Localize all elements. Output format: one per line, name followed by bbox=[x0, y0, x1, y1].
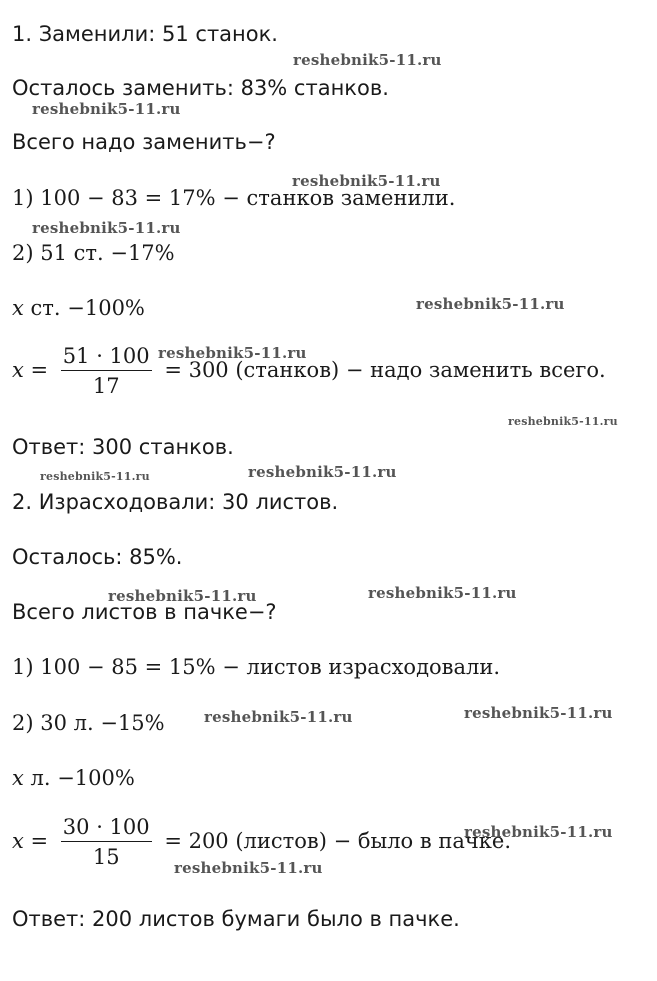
variable-x: x bbox=[12, 358, 24, 382]
problem2-step1: 1) 100 − 85 = 15% − листов израсходовали. bbox=[12, 655, 500, 679]
variable-x: x bbox=[12, 829, 24, 853]
watermark: reshebnik5-11.ru bbox=[248, 463, 397, 481]
watermark: reshebnik5-11.ru bbox=[464, 823, 613, 841]
problem2-answer: Ответ: 200 листов бумаги было в пачке. bbox=[12, 907, 460, 931]
watermark: reshebnik5-11.ru bbox=[32, 100, 181, 118]
fraction-denominator: 17 bbox=[92, 374, 120, 398]
problem1-given-replaced: 1. Заменили: 51 станок. bbox=[12, 22, 278, 46]
problem1-given-remaining: Осталось заменить: 83% станков. bbox=[12, 76, 389, 100]
problem1-step1: 1) 100 − 83 = 17% − станков заменили. bbox=[12, 186, 456, 210]
watermark: reshebnik5-11.ru bbox=[32, 219, 181, 237]
problem2-step2: 2) 30 л. −15% bbox=[12, 711, 165, 735]
watermark: reshebnik5-11.ru bbox=[508, 415, 618, 428]
watermark: reshebnik5-11.ru bbox=[293, 51, 442, 69]
equation-result: = 300 (станков) − надо заменить всего. bbox=[157, 358, 606, 382]
watermark: reshebnik5-11.ru bbox=[40, 470, 150, 483]
problem2-given-remaining: Осталось: 85%. bbox=[12, 545, 183, 569]
watermark: reshebnik5-11.ru bbox=[464, 704, 613, 722]
problem1-equation bbox=[12, 346, 606, 397]
fraction bbox=[61, 346, 152, 397]
equals-sign: = bbox=[23, 829, 55, 853]
problem1-proportion bbox=[12, 298, 145, 319]
problem2-question: Всего листов в пачке−? bbox=[12, 600, 277, 624]
fraction-numerator: 30 · 100 bbox=[61, 817, 152, 842]
fraction-numerator: 51 · 100 bbox=[61, 346, 152, 371]
watermark: reshebnik5-11.ru bbox=[204, 708, 353, 726]
fraction-denominator: 15 bbox=[92, 845, 120, 869]
problem1-answer: Ответ: 300 станков. bbox=[12, 435, 234, 459]
equation-result: = 200 (листов) − было в пачке. bbox=[157, 829, 512, 853]
problem1-question: Всего надо заменить−? bbox=[12, 130, 276, 154]
watermark: reshebnik5-11.ru bbox=[292, 172, 441, 190]
proportion-text: ст. −100% bbox=[23, 296, 145, 320]
proportion-text: л. −100% bbox=[23, 766, 135, 790]
watermark: reshebnik5-11.ru bbox=[368, 584, 517, 602]
watermark: reshebnik5-11.ru bbox=[174, 859, 323, 877]
watermark: reshebnik5-11.ru bbox=[108, 587, 257, 605]
fraction bbox=[61, 817, 152, 868]
variable-x: x bbox=[12, 766, 24, 790]
watermark: reshebnik5-11.ru bbox=[416, 295, 565, 313]
watermark: reshebnik5-11.ru bbox=[158, 344, 307, 362]
variable-x: x bbox=[12, 296, 24, 320]
problem1-step2: 2) 51 ст. −17% bbox=[12, 241, 175, 265]
equals-sign: = bbox=[23, 358, 55, 382]
problem2-proportion bbox=[12, 768, 135, 789]
problem2-given-used: 2. Израсходовали: 30 листов. bbox=[12, 490, 339, 514]
